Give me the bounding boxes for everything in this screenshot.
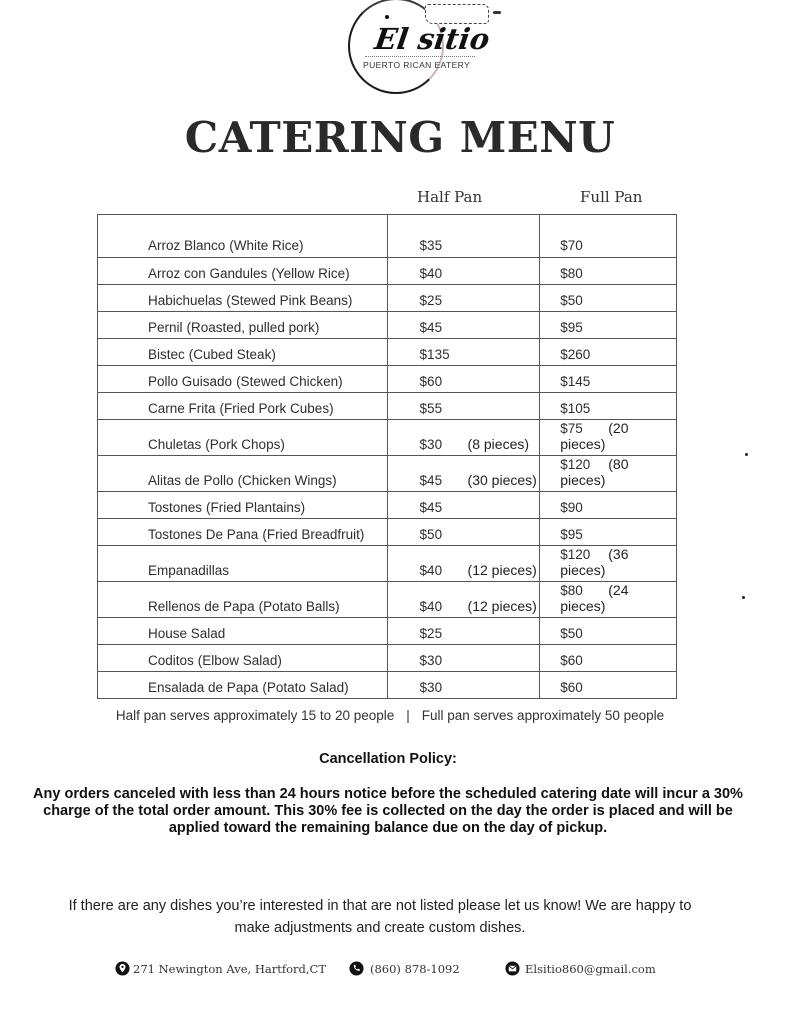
half-pan-cell (387, 456, 540, 492)
dish-name: House Salad (148, 626, 226, 641)
full-pan-price: $80 (560, 266, 583, 281)
full-pan-cell (540, 492, 677, 519)
half-pan-cell (387, 546, 540, 582)
full-pan-price: $120 (560, 457, 591, 472)
full-pan-pieces: (80 pieces) (560, 456, 629, 488)
menu-row (98, 420, 677, 456)
menu-table (97, 214, 677, 699)
map-pin-icon (115, 961, 130, 976)
full-pan-price: $90 (560, 500, 583, 515)
half-pan-price: $50 (419, 527, 443, 542)
half-pan-cell (387, 618, 540, 645)
half-pan-price: $30 (419, 653, 443, 668)
half-pan-cell (387, 215, 540, 258)
menu-row (98, 258, 677, 285)
stray-dot (742, 596, 745, 599)
full-pan-price: $260 (560, 347, 591, 362)
separator: | (406, 708, 410, 723)
serving-note (0, 708, 780, 723)
dish-cell (98, 366, 388, 393)
half-pan-price: $40 (419, 266, 443, 281)
half-pan-pieces: (30 pieces) (467, 472, 537, 488)
menu-row (98, 618, 677, 645)
menu-row (98, 312, 677, 339)
custom-dishes-note: If there are any dishes you’re interested in that are not listed please let us know! We are happy to make adjustments and create custom dishes. (68, 898, 692, 936)
menu-row (98, 215, 677, 258)
half-pan-cell (387, 492, 540, 519)
half-pan-cell (387, 645, 540, 672)
half-pan-price: $30 (419, 437, 443, 452)
cancellation-body: Any orders canceled with less than 24 hours notice before the scheduled catering date will incur a 30% charge of the total order amount. This 30% fee is collected on the day the order is placed and will be applied toward the remaining balance due on the day of pickup. (33, 786, 743, 836)
half-pan-cell (387, 312, 540, 339)
half-pan-cell (387, 393, 540, 420)
full-pan-price: $120 (560, 547, 591, 562)
dish-name: Habichuelas (148, 293, 223, 308)
dish-cell (98, 285, 388, 312)
dish-english-name: (White Rice) (229, 238, 304, 253)
full-pan-cell (540, 519, 677, 546)
full-pan-cell (540, 618, 677, 645)
dish-name: Rellenos de Papa (148, 599, 255, 614)
dish-name: Chuletas (148, 437, 202, 452)
full-pan-price: $75 (560, 421, 583, 436)
full-pan-pieces: (20 pieces) (560, 420, 629, 452)
dish-cell (98, 492, 388, 519)
dish-name: Alitas de Pollo (148, 473, 234, 488)
full-pan-price: $70 (560, 238, 583, 253)
half-pan-cell (387, 339, 540, 366)
logo-tagline: PUERTO RICAN EATERY (363, 60, 471, 70)
dish-cell (98, 546, 388, 582)
half-pan-cell (387, 420, 540, 456)
dish-cell (98, 393, 388, 420)
half-pan-price: $35 (419, 238, 443, 253)
dish-cell (98, 582, 388, 618)
half-pan-price: $25 (419, 626, 443, 641)
full-pan-pieces: (24 pieces) (560, 582, 629, 614)
contact-address (115, 961, 326, 976)
dish-english-name: (Fried Breadfruit) (262, 527, 365, 542)
island-icon (493, 11, 501, 14)
full-pan-cell (540, 215, 677, 258)
logo-name: El sitio (372, 22, 492, 56)
half-pan-cell (387, 258, 540, 285)
half-pan-cell (387, 366, 540, 393)
logo (345, 0, 505, 96)
dish-cell (98, 456, 388, 492)
dish-english-name: (Fried Plantains) (206, 500, 306, 515)
dish-name: Arroz con Gandules (148, 266, 268, 281)
dish-english-name: (Stewed Pink Beans) (226, 293, 353, 308)
menu-row (98, 393, 677, 420)
dish-cell (98, 618, 388, 645)
dish-cell (98, 215, 388, 258)
menu-row (98, 456, 677, 492)
dish-name: Empanadillas (148, 563, 230, 578)
envelope-icon (505, 961, 520, 976)
menu-row (98, 672, 677, 699)
dish-english-name: (Yellow Rice) (271, 266, 350, 281)
dish-english-name: (Pork Chops) (205, 437, 285, 452)
dish-english-name: (Cubed Steak) (188, 347, 276, 362)
full-pan-price: $95 (560, 320, 583, 335)
stray-dot (745, 453, 748, 456)
menu-row (98, 366, 677, 393)
full-pan-price: $50 (560, 626, 583, 641)
puerto-rico-map-icon (425, 4, 489, 24)
half-pan-pieces: (12 pieces) (467, 562, 537, 578)
half-pan-price: $55 (419, 401, 443, 416)
full-pan-price: $145 (560, 374, 591, 389)
full-pan-cell (540, 258, 677, 285)
column-header-full-pan: Full Pan (580, 188, 643, 206)
column-header-half-pan: Half Pan (417, 188, 483, 206)
cancellation-heading: Cancellation Policy: (319, 751, 457, 767)
page-title: CATERING MENU (184, 113, 616, 162)
dish-english-name: (Potato Balls) (258, 599, 340, 614)
dish-name: Ensalada de Papa (148, 680, 259, 695)
menu-row (98, 546, 677, 582)
menu-row (98, 285, 677, 312)
menu-row (98, 582, 677, 618)
full-pan-cell (540, 285, 677, 312)
full-pan-cell (540, 312, 677, 339)
menu-row (98, 519, 677, 546)
menu-row (98, 339, 677, 366)
full-pan-cell (540, 339, 677, 366)
contact-email (505, 961, 656, 976)
full-pan-cell (540, 645, 677, 672)
address-text: 271 Newington Ave, Hartford,CT (133, 961, 326, 976)
full-pan-cell (540, 393, 677, 420)
half-pan-serving: Half pan serves approximately 15 to 20 people (115, 708, 395, 723)
dish-english-name: (Fried Pork Cubes) (219, 401, 334, 416)
full-pan-price: $95 (560, 527, 583, 542)
full-pan-cell (540, 546, 677, 582)
half-pan-pieces: (12 pieces) (467, 598, 537, 614)
logo-divider (365, 56, 475, 57)
dish-english-name: (Elbow Salad) (197, 653, 282, 668)
dish-name: Pollo Guisado (148, 374, 233, 389)
dish-english-name: (Chicken Wings) (237, 473, 337, 488)
menu-row (98, 645, 677, 672)
dish-name: Pernil (148, 320, 183, 335)
half-pan-price: $135 (419, 347, 450, 362)
dish-name: Bistec (148, 347, 185, 362)
half-pan-pieces: (8 pieces) (467, 436, 530, 452)
full-pan-price: $60 (560, 680, 583, 695)
contact-phone (349, 961, 460, 976)
full-pan-cell (540, 456, 677, 492)
full-pan-cell (540, 420, 677, 456)
phone-icon (349, 961, 364, 976)
dish-name: Coditos (148, 653, 194, 668)
half-pan-price: $25 (419, 293, 443, 308)
half-pan-price: $45 (419, 500, 443, 515)
full-pan-pieces: (36 pieces) (560, 546, 629, 578)
dish-cell (98, 645, 388, 672)
dish-name: Tostones (148, 500, 203, 515)
dish-cell (98, 312, 388, 339)
full-pan-price: $50 (560, 293, 583, 308)
half-pan-price: $60 (419, 374, 443, 389)
dish-cell (98, 258, 388, 285)
full-pan-cell (540, 366, 677, 393)
dish-cell (98, 672, 388, 699)
half-pan-cell (387, 519, 540, 546)
email-text: Elsitio860@gmail.com (525, 961, 656, 976)
full-pan-price: $80 (560, 583, 583, 598)
dish-cell (98, 519, 388, 546)
dish-name: Carne Frita (148, 401, 216, 416)
full-pan-serving: Full pan serves approximately 50 people (421, 708, 665, 723)
logo-accent-dot (385, 15, 389, 19)
half-pan-price: $30 (419, 680, 443, 695)
dish-english-name: (Potato Salad) (262, 680, 349, 695)
phone-text: (860) 878-1092 (370, 961, 460, 976)
full-pan-price: $105 (560, 401, 591, 416)
half-pan-cell (387, 672, 540, 699)
full-pan-price: $60 (560, 653, 583, 668)
dish-english-name: (Roasted, pulled pork) (186, 320, 320, 335)
dish-cell (98, 339, 388, 366)
half-pan-price: $40 (419, 599, 443, 614)
dish-english-name: (Stewed Chicken) (236, 374, 343, 389)
half-pan-cell (387, 285, 540, 312)
half-pan-price: $45 (419, 473, 443, 488)
menu-row (98, 492, 677, 519)
half-pan-price: $40 (419, 563, 443, 578)
dish-name: Arroz Blanco (148, 238, 226, 253)
half-pan-cell (387, 582, 540, 618)
dish-cell (98, 420, 388, 456)
full-pan-cell (540, 582, 677, 618)
half-pan-price: $45 (419, 320, 443, 335)
dish-name: Tostones De Pana (148, 527, 259, 542)
full-pan-cell (540, 672, 677, 699)
